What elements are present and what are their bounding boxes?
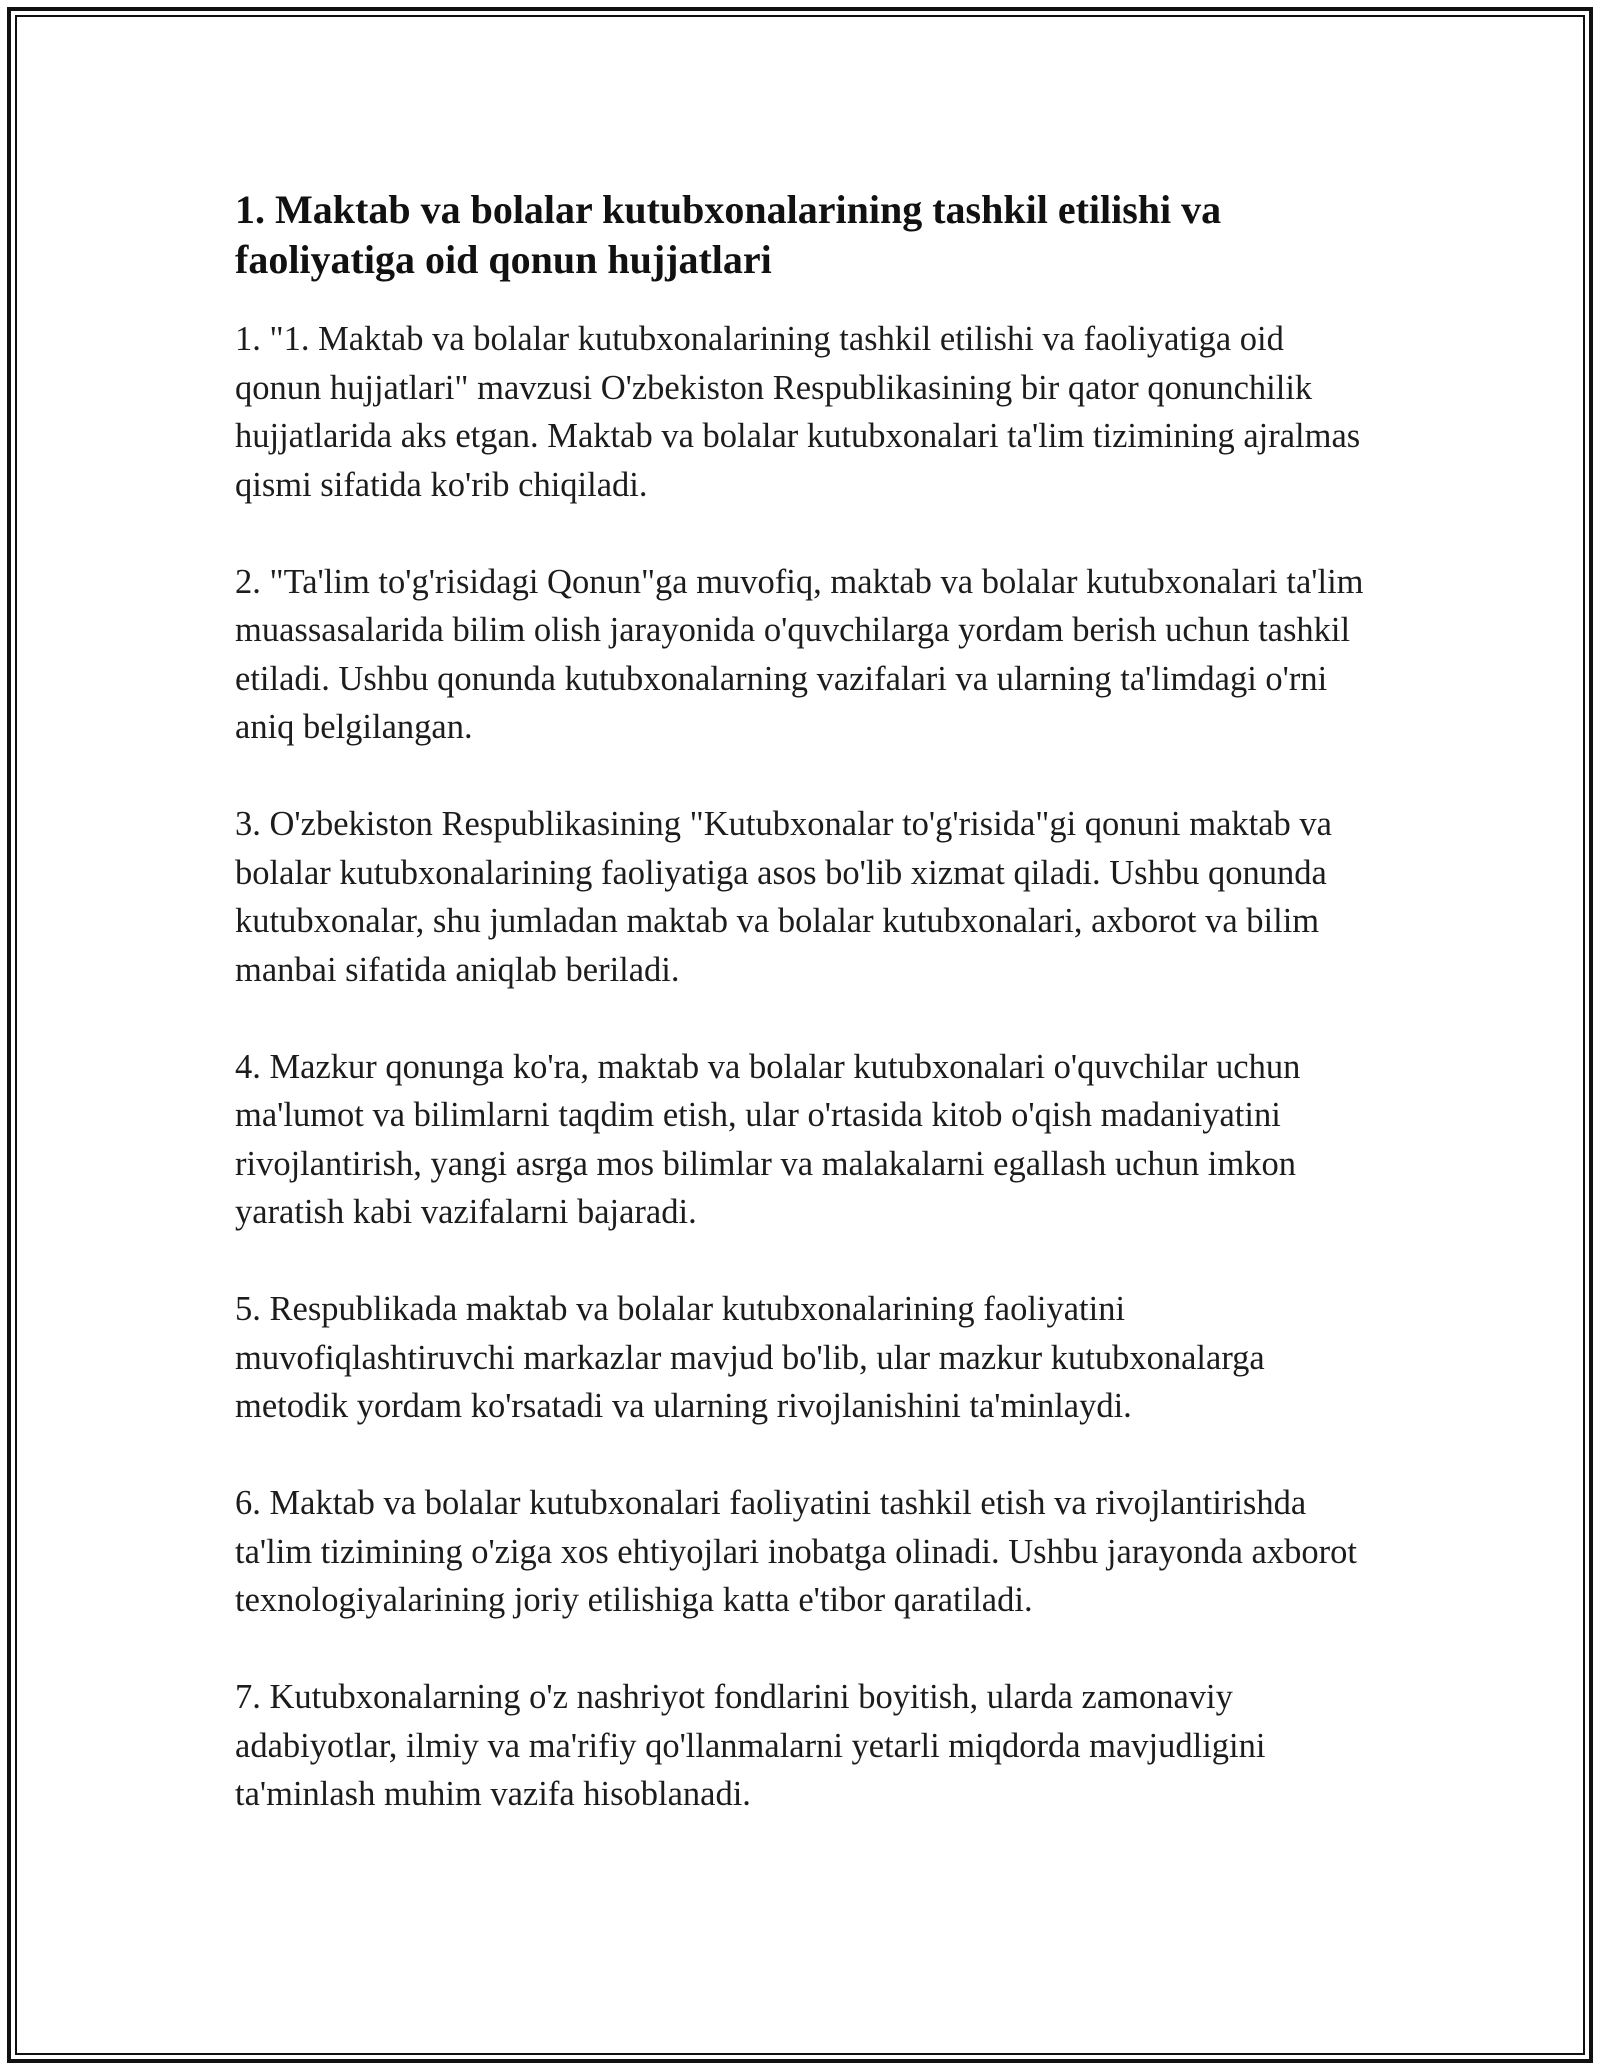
paragraph-4: 4. Mazkur qonunga ko'ra, maktab va bolalar kutubxonalari o'quvchilar uchun ma'lumot va bilimlarni taqdim etish, ular o'rtasida kitob o'qish madaniyatini rivojlantirish, yangi asrga mos bilimlar va malakalarni egallash uchun imkon yaratish kabi vazifalarni bajaradi. <box>235 1047 1301 1231</box>
document-body <box>235 185 1375 1867</box>
paragraph-1: 1. "1. Maktab va bolalar kutubxonalarining tashkil etilishi va faoliyatiga oid qonun hujjatlari" mavzusi O'zbekiston Respublikasining bir qator qonunchilik hujjatlarida aks etgan. Maktab va bolalar kutubxonalari ta'lim tizimining ajralmas qismi sifatida ko'rib chiqiladi. <box>235 320 1361 504</box>
paragraph-7: 7. Kutubxonalarning o'z nashriyot fondlarini boyitish, ularda zamonaviy adabiyotlar, ilmiy va ma'rifiy qo'llanmalarni yetarli miqdorda mavjudligini ta'minlash muhim vazifa hisoblanadi. <box>235 1678 1266 1813</box>
paragraph-5: 5. Respublikada maktab va bolalar kutubxonalarining faoliyatini muvofiqlashtiruvchi markazlar mavjud bo'lib, ular mazkur kutubxonalarga metodik yordam ko'rsatadi va ularning rivojlanishini ta'minlaydi. <box>235 1290 1265 1425</box>
document-title: 1. Maktab va bolalar kutubxonalarining tashkil etilishi va faoliyatiga oid qonun hujjatlari <box>235 187 1222 282</box>
paragraph-2: 2. "Ta'lim to'g'risidagi Qonun"ga muvofiq, maktab va bolalar kutubxonalari ta'lim muassasalarida bilim olish jarayonida o'quvchilarga yordam berish uchun tashkil etiladi. Ushbu qonunda kutubxonalarning vazifalari va ularning ta'limdagi o'rni aniq belgilangan. <box>235 562 1364 746</box>
paragraph-3: 3. O'zbekiston Respublikasining "Kutubxonalar to'g'risida"gi qonuni maktab va bolalar kutubxonalarining faoliyatiga asos bo'lib xizmat qiladi. Ushbu qonunda kutubxonalar, shu jumladan maktab va bolalar kutubxonalari, axborot va bilim manbai sifatida aniqlab beriladi. <box>235 805 1332 989</box>
paragraph-6: 6. Maktab va bolalar kutubxonalari faoliyatini tashkil etish va rivojlantirishda ta'lim tizimining o'ziga xos ehtiyojlari inobatga olinadi. Ushbu jarayonda axborot texnologiyalarining joriy etilishiga katta e'tibor qaratiladi. <box>235 1484 1357 1619</box>
